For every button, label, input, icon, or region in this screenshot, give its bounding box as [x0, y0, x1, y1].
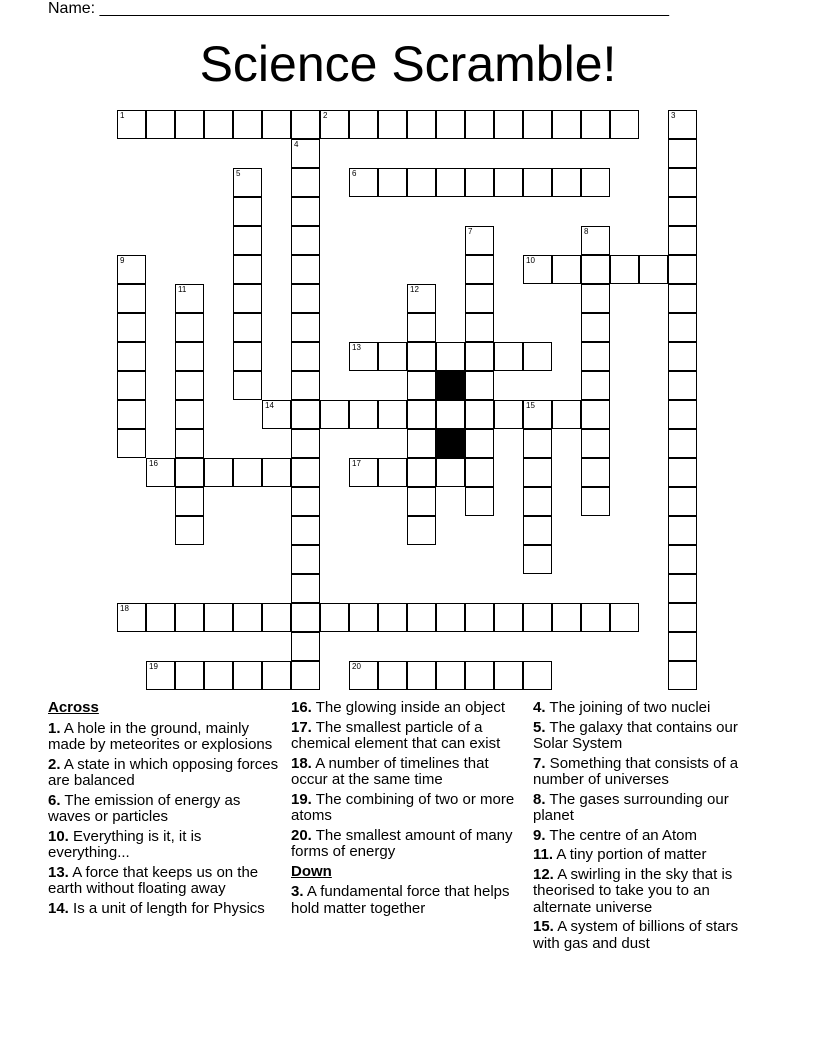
clue-number: 14 — [265, 401, 274, 410]
clue-text: A swirling in the sky that is theorised to take you to an alternate universe — [533, 865, 733, 916]
clue-text: The galaxy that contains our Solar System — [533, 718, 738, 752]
crossword-cell[interactable] — [204, 603, 233, 632]
crossword-cell[interactable] — [581, 284, 610, 313]
crossword-cell[interactable] — [291, 168, 320, 197]
crossword-cell[interactable] — [407, 342, 436, 371]
clue-number: 2 — [323, 111, 328, 120]
crossword-cell[interactable] — [552, 110, 581, 139]
crossword-cell[interactable] — [291, 661, 320, 690]
crossword-cell[interactable] — [291, 255, 320, 284]
clue-number: 6 — [352, 169, 357, 178]
crossword-cell[interactable] — [552, 168, 581, 197]
clue-item — [533, 792, 768, 825]
crossword-cell[interactable] — [349, 342, 378, 371]
clue-number: 18 — [120, 604, 129, 613]
crossword-cell[interactable] — [436, 342, 465, 371]
crossword-cell[interactable] — [291, 313, 320, 342]
clue-text: Is a unit of length for Physics — [68, 899, 265, 917]
crossword-cell[interactable] — [465, 400, 494, 429]
crossword-cell[interactable] — [523, 110, 552, 139]
crossword-cell[interactable] — [117, 284, 146, 313]
crossword-cell[interactable] — [320, 400, 349, 429]
crossword-cell[interactable] — [146, 603, 175, 632]
crossword-cell[interactable] — [117, 603, 146, 632]
crossword-cell[interactable] — [581, 313, 610, 342]
crossword-cell[interactable] — [233, 313, 262, 342]
crossword-cell[interactable] — [378, 661, 407, 690]
crossword-cell[interactable] — [465, 110, 494, 139]
crossword-cell[interactable] — [262, 400, 291, 429]
crossword-cell[interactable] — [523, 458, 552, 487]
crossword-cell[interactable] — [291, 110, 320, 139]
clue-number-label: 12. — [533, 865, 554, 883]
crossword-cell[interactable] — [668, 284, 697, 313]
clue-number-label: 20. — [291, 826, 312, 844]
crossword-cell[interactable] — [668, 516, 697, 545]
clue-item — [291, 884, 517, 917]
crossword-cell[interactable] — [523, 487, 552, 516]
crossword-cell[interactable] — [349, 400, 378, 429]
crossword-cell[interactable] — [436, 603, 465, 632]
crossword-cell[interactable] — [349, 661, 378, 690]
crossword-cell[interactable] — [117, 110, 146, 139]
crossword-cell[interactable] — [523, 342, 552, 371]
crossword-cell[interactable] — [494, 661, 523, 690]
crossword-cell[interactable] — [552, 255, 581, 284]
crossword-cell[interactable] — [668, 313, 697, 342]
crossword-cell[interactable] — [668, 197, 697, 226]
clue-item — [291, 720, 517, 753]
clue-number: 3 — [671, 111, 676, 120]
clue-item — [291, 792, 517, 825]
clues-column-1 — [48, 700, 284, 920]
crossword-cell[interactable] — [291, 371, 320, 400]
crossword-cell[interactable] — [320, 603, 349, 632]
crossword-cell[interactable] — [668, 661, 697, 690]
clue-number-label: 16. — [291, 699, 312, 716]
clue-item — [533, 847, 768, 864]
crossword-cell[interactable] — [175, 487, 204, 516]
clue-number-label: 17. — [291, 718, 312, 736]
crossword-cell[interactable] — [378, 110, 407, 139]
crossword-cell[interactable] — [233, 284, 262, 313]
clue-number-label: 10. — [48, 827, 69, 845]
crossword-cell[interactable] — [407, 371, 436, 400]
clue-number: 10 — [526, 256, 535, 265]
crossword-cell[interactable] — [175, 371, 204, 400]
clue-item — [533, 756, 768, 789]
crossword-cell[interactable] — [581, 342, 610, 371]
crossword-cell[interactable] — [407, 603, 436, 632]
crossword-cell[interactable] — [117, 400, 146, 429]
clue-text: Something that consists of a number of universes — [533, 754, 739, 788]
clue-item — [291, 828, 517, 861]
crossword-cell[interactable] — [610, 603, 639, 632]
clue-item — [48, 829, 284, 862]
crossword-cell[interactable] — [494, 342, 523, 371]
clue-text: The gases surrounding our planet — [533, 790, 729, 824]
crossword-cell[interactable] — [117, 342, 146, 371]
clue-text: A hole in the ground, mainly made by meteorites or explosions — [48, 719, 273, 753]
crossword-cell[interactable] — [349, 458, 378, 487]
crossword-cell[interactable] — [465, 226, 494, 255]
crossword-cell[interactable] — [581, 371, 610, 400]
crossword-cell[interactable] — [262, 603, 291, 632]
crossword-cell[interactable] — [465, 487, 494, 516]
crossword-cell[interactable] — [175, 661, 204, 690]
crossword-cell[interactable] — [552, 603, 581, 632]
crossword-cell[interactable] — [407, 284, 436, 313]
crossword-cell[interactable] — [523, 255, 552, 284]
crossword-cell[interactable] — [581, 603, 610, 632]
clues-column-3 — [533, 700, 768, 955]
crossword-cell[interactable] — [146, 110, 175, 139]
crossword-cell[interactable] — [233, 458, 262, 487]
crossword-cell[interactable] — [291, 516, 320, 545]
crossword-cell[interactable] — [552, 400, 581, 429]
crossword-cell[interactable] — [146, 661, 175, 690]
clue-number-label: 4. — [533, 699, 546, 716]
crossword-cell[interactable] — [262, 458, 291, 487]
crossword-cell[interactable] — [581, 458, 610, 487]
crossword-cell[interactable] — [668, 226, 697, 255]
crossword-cell[interactable] — [291, 603, 320, 632]
clue-text: A force that keeps us on the earth without floating away — [48, 863, 259, 897]
clue-number-label: 11. — [533, 846, 554, 863]
black-square — [436, 371, 465, 400]
clue-number: 1 — [120, 111, 125, 120]
clue-item — [48, 721, 284, 754]
clue-number-label: 2. — [48, 755, 61, 773]
crossword-cell[interactable] — [117, 313, 146, 342]
crossword-cell[interactable] — [262, 110, 291, 139]
crossword-cell[interactable] — [639, 255, 668, 284]
crossword-cell[interactable] — [668, 632, 697, 661]
clue-number-label: 19. — [291, 790, 312, 808]
crossword-cell[interactable] — [175, 284, 204, 313]
crossword-cell[interactable] — [378, 168, 407, 197]
crossword-cell[interactable] — [668, 139, 697, 168]
crossword-cell[interactable] — [465, 168, 494, 197]
page-title: Science Scramble! — [199, 36, 617, 92]
crossword-cell[interactable] — [523, 400, 552, 429]
crossword-cell[interactable] — [465, 371, 494, 400]
clue-number-label: 7. — [533, 754, 546, 772]
crossword-cell[interactable] — [175, 429, 204, 458]
crossword-cell[interactable] — [407, 458, 436, 487]
crossword-cell[interactable] — [233, 168, 262, 197]
clue-number: 12 — [410, 285, 419, 294]
crossword-cell[interactable] — [291, 284, 320, 313]
clue-number: 5 — [236, 169, 241, 178]
crossword-cell[interactable] — [407, 400, 436, 429]
clue-text: The emission of energy as waves or particles — [48, 791, 241, 825]
crossword-cell[interactable] — [291, 342, 320, 371]
crossword-cell[interactable] — [465, 313, 494, 342]
clue-text: The smallest amount of many forms of energy — [291, 826, 513, 860]
clue-number-label: 13. — [48, 863, 69, 881]
crossword-cell[interactable] — [465, 284, 494, 313]
crossword-cell[interactable] — [407, 516, 436, 545]
crossword-cell[interactable] — [378, 400, 407, 429]
crossword-cell[interactable] — [117, 255, 146, 284]
crossword-cell[interactable] — [465, 429, 494, 458]
clue-text: The combining of two or more atoms — [291, 790, 515, 824]
crossword-cell[interactable] — [291, 226, 320, 255]
clue-number: 15 — [526, 401, 535, 410]
crossword-cell[interactable] — [523, 168, 552, 197]
crossword-cell[interactable] — [291, 545, 320, 574]
clue-number: 11 — [178, 285, 187, 294]
crossword-cell[interactable] — [465, 603, 494, 632]
clue-number: 17 — [352, 459, 361, 468]
crossword-cell[interactable] — [581, 487, 610, 516]
crossword-cell[interactable] — [465, 661, 494, 690]
crossword-cell[interactable] — [407, 168, 436, 197]
crossword-cell[interactable] — [175, 110, 204, 139]
crossword-cell[interactable] — [204, 458, 233, 487]
clue-number: 16 — [149, 459, 158, 468]
crossword-cell[interactable] — [581, 226, 610, 255]
clue-item — [48, 793, 284, 826]
clue-number: 20 — [352, 662, 361, 671]
crossword-cell[interactable] — [494, 603, 523, 632]
clue-number-label: 15. — [533, 918, 554, 935]
crossword-cell[interactable] — [465, 255, 494, 284]
crossword-cell[interactable] — [436, 661, 465, 690]
crossword-cell[interactable] — [465, 458, 494, 487]
crossword-cell[interactable] — [175, 313, 204, 342]
crossword-cell[interactable] — [146, 458, 175, 487]
crossword-cell[interactable] — [523, 516, 552, 545]
crossword-cell[interactable] — [407, 313, 436, 342]
crossword-cell[interactable] — [233, 371, 262, 400]
clue-text: A state in which opposing forces are balanced — [48, 755, 279, 789]
crossword-cell[interactable] — [407, 110, 436, 139]
crossword-cell[interactable] — [494, 400, 523, 429]
clue-item — [291, 756, 517, 789]
crossword-cell[interactable] — [117, 371, 146, 400]
crossword-cell[interactable] — [523, 661, 552, 690]
crossword-cell[interactable] — [523, 603, 552, 632]
clue-number: 8 — [584, 227, 589, 236]
crossword-cell[interactable] — [233, 255, 262, 284]
clue-text: Everything is it, it is everything... — [48, 827, 202, 861]
clue-item — [533, 867, 768, 917]
crossword-cell[interactable] — [581, 429, 610, 458]
crossword-cell[interactable] — [175, 516, 204, 545]
crossword-cell[interactable] — [407, 487, 436, 516]
crossword-cell[interactable] — [465, 342, 494, 371]
crossword-cell[interactable] — [378, 342, 407, 371]
crossword-cell[interactable] — [291, 574, 320, 603]
clue-text: A fundamental force that helps hold matter together — [291, 883, 510, 917]
clue-item — [533, 700, 768, 717]
crossword-cell[interactable] — [668, 110, 697, 139]
clue-text: The centre of an Atom — [545, 826, 697, 844]
crossword-cell[interactable] — [175, 342, 204, 371]
name-field-label: Name: ________________________________________________________________ — [48, 0, 670, 17]
clue-item — [533, 720, 768, 753]
crossword-cell[interactable] — [291, 400, 320, 429]
crossword-cell[interactable] — [233, 197, 262, 226]
crossword-cell[interactable] — [436, 400, 465, 429]
clue-text: A tiny portion of matter — [553, 846, 707, 863]
clue-item — [291, 700, 517, 717]
crossword-cell[interactable] — [291, 632, 320, 661]
crossword-cell[interactable] — [523, 545, 552, 574]
clue-number-label: 6. — [48, 791, 61, 809]
crossword-cell[interactable] — [378, 603, 407, 632]
clue-number-label: 18. — [291, 754, 312, 772]
crossword-cell[interactable] — [349, 603, 378, 632]
crossword-cell[interactable] — [668, 458, 697, 487]
crossword-cell[interactable] — [668, 255, 697, 284]
clue-text: The glowing inside an object — [311, 699, 506, 716]
clue-item — [533, 919, 768, 952]
clue-number-label: 3. — [291, 883, 304, 900]
crossword-cell[interactable] — [581, 255, 610, 284]
crossword-cell[interactable] — [378, 458, 407, 487]
crossword-cell[interactable] — [175, 458, 204, 487]
crossword-cell[interactable] — [291, 429, 320, 458]
crossword-cell[interactable] — [668, 487, 697, 516]
crossword-cell[interactable] — [668, 545, 697, 574]
clue-text: A number of timelines that occur at the same time — [291, 754, 489, 788]
crossword-cell[interactable] — [117, 429, 146, 458]
down-heading: Down — [291, 862, 332, 880]
clue-item — [48, 865, 284, 898]
crossword-cell[interactable] — [668, 168, 697, 197]
crossword-cell[interactable] — [581, 400, 610, 429]
clue-text: The joining of two nuclei — [545, 699, 711, 716]
crossword-cell[interactable] — [262, 661, 291, 690]
crossword-cell[interactable] — [668, 342, 697, 371]
crossword-cell[interactable] — [320, 110, 349, 139]
clue-number: 19 — [149, 662, 158, 671]
crossword-cell[interactable] — [175, 400, 204, 429]
crossword-cell[interactable] — [291, 197, 320, 226]
crossword-cell[interactable] — [494, 168, 523, 197]
clue-number-label: 5. — [533, 718, 546, 736]
clue-number: 9 — [120, 256, 125, 265]
crossword-cell[interactable] — [291, 487, 320, 516]
clue-item — [48, 901, 284, 918]
crossword-cell[interactable] — [233, 603, 262, 632]
clue-number: 7 — [468, 227, 473, 236]
crossword-cell[interactable] — [436, 110, 465, 139]
crossword-cell[interactable] — [233, 661, 262, 690]
clue-number-label: 8. — [533, 790, 546, 808]
crossword-cell[interactable] — [407, 661, 436, 690]
crossword-cell[interactable] — [291, 139, 320, 168]
clue-number: 4 — [294, 140, 299, 149]
crossword-cell[interactable] — [668, 429, 697, 458]
crossword-cell[interactable] — [233, 226, 262, 255]
crossword-cell[interactable] — [233, 110, 262, 139]
crossword-cell[interactable] — [204, 110, 233, 139]
clue-item — [533, 828, 768, 845]
clue-text: A system of billions of stars with gas and dust — [533, 918, 739, 952]
crossword-cell[interactable] — [349, 110, 378, 139]
clue-number-label: 14. — [48, 899, 69, 917]
clue-number: 13 — [352, 343, 361, 352]
black-square — [436, 429, 465, 458]
clue-number-label: 9. — [533, 826, 546, 844]
crossword-cell[interactable] — [233, 342, 262, 371]
crossword-cell[interactable] — [668, 400, 697, 429]
crossword-cell[interactable] — [610, 255, 639, 284]
crossword-cell[interactable] — [668, 603, 697, 632]
crossword-cell[interactable] — [610, 110, 639, 139]
crossword-cell[interactable] — [581, 110, 610, 139]
crossword-cell[interactable] — [175, 603, 204, 632]
crossword-cell[interactable] — [581, 168, 610, 197]
crossword-cell[interactable] — [349, 168, 378, 197]
crossword-cell[interactable] — [668, 574, 697, 603]
crossword-cell[interactable] — [436, 458, 465, 487]
crossword-cell[interactable] — [494, 110, 523, 139]
crossword-cell[interactable] — [668, 371, 697, 400]
crossword-cell[interactable] — [523, 429, 552, 458]
clues-column-2 — [291, 700, 517, 920]
across-heading: Across — [48, 699, 99, 716]
crossword-cell[interactable] — [436, 168, 465, 197]
crossword-cell[interactable] — [291, 458, 320, 487]
crossword-cell[interactable] — [204, 661, 233, 690]
clue-number-label: 1. — [48, 719, 61, 737]
crossword-cell[interactable] — [407, 429, 436, 458]
clue-item — [48, 757, 284, 790]
clue-text: The smallest particle of a chemical element that can exist — [291, 718, 501, 752]
